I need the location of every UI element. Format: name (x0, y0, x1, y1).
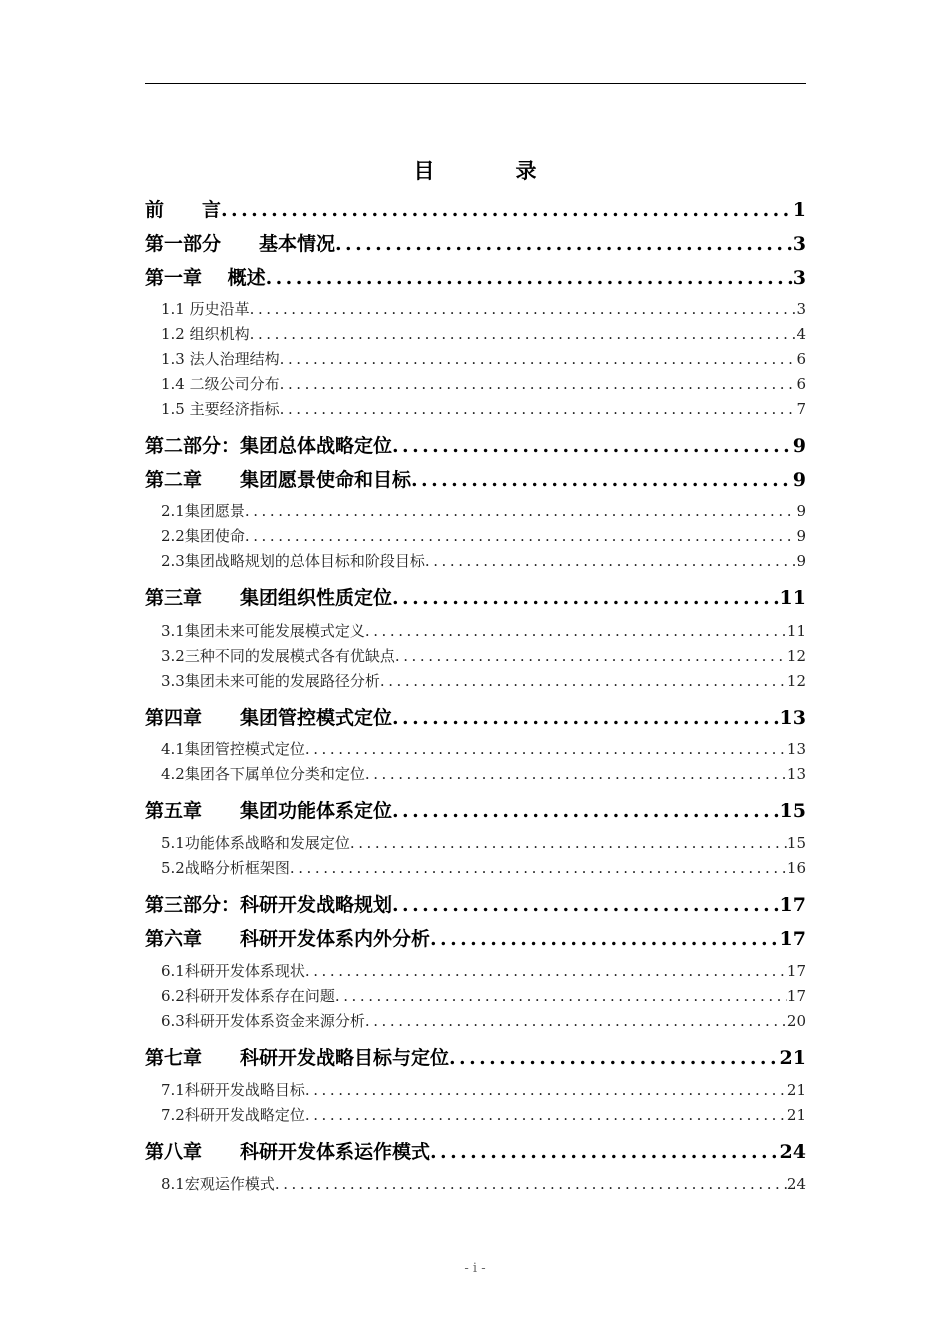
toc-leader-dots (392, 584, 780, 612)
toc-section-entry[interactable] (161, 985, 806, 1007)
toc-leader-dots (305, 738, 787, 760)
toc-chapter-entry[interactable] (145, 264, 806, 292)
toc-leader-dots (425, 550, 797, 572)
toc-section-entry[interactable] (161, 738, 806, 760)
toc-chapter-entry[interactable] (145, 925, 806, 953)
toc-section-entry[interactable] (161, 857, 806, 879)
toc-section-entry[interactable] (161, 373, 806, 395)
toc-leader-dots (266, 264, 793, 292)
toc-entry-label: 第六章 科研开发体系内外分析 (145, 928, 431, 950)
toc-entry-page: 12 (786, 672, 806, 690)
toc-entry-page: 21 (786, 1081, 806, 1099)
toc-leader-dots (280, 348, 797, 370)
toc-entry-label: 3.2三种不同的发展模式各有优缺点 (161, 647, 395, 665)
toc-entry-page: 24 (786, 1175, 806, 1193)
toc-chapter-entry[interactable] (145, 584, 806, 612)
toc-entry-label: 5.2战略分析框架图 (161, 859, 290, 877)
toc-entry-page: 13 (786, 740, 806, 758)
toc-entry-label: 第三章 集团组织性质定位 (145, 587, 393, 609)
toc-entry-label: 4.2集团各下属单位分类和定位 (161, 765, 365, 783)
toc-leader-dots (430, 1138, 780, 1166)
toc-entry-label: 第三部分：科研开发战略规划 (145, 894, 393, 916)
toc-section-entry[interactable] (161, 500, 806, 522)
toc-entry-label: 2.3集团战略规划的总体目标和阶段目标 (161, 552, 425, 570)
toc-entry-label: 第二部分：集团总体战略定位 (145, 435, 393, 457)
toc-leader-dots (221, 196, 793, 224)
page-number-footer: - i - (464, 1261, 486, 1276)
toc-entry-page: 21 (779, 1047, 806, 1069)
toc-entry-page: 17 (779, 894, 806, 916)
toc-entry-page: 17 (786, 962, 806, 980)
toc-entry-label: 7.2科研开发战略定位 (161, 1106, 305, 1124)
toc-title: 目 录 (413, 158, 567, 183)
toc-section-entry[interactable] (161, 1079, 806, 1101)
toc-entry-label: 1.3 法人治理结构 (161, 350, 280, 368)
toc-section-entry[interactable] (161, 298, 806, 320)
toc-entry-page: 9 (796, 527, 806, 545)
toc-entry-page: 9 (796, 502, 806, 520)
toc-entry-page: 21 (786, 1106, 806, 1124)
toc-entry-page: 11 (786, 622, 806, 640)
toc-entry-page: 6 (796, 375, 806, 393)
toc-chapter-entry[interactable] (145, 230, 806, 258)
toc-entry-page: 13 (779, 707, 806, 729)
toc-leader-dots (392, 891, 780, 919)
toc-entry-label: 第一部分 基本情况 (145, 233, 336, 255)
toc-section-entry[interactable] (161, 1104, 806, 1126)
toc-chapter-entry[interactable] (145, 1138, 806, 1166)
toc-entry-label: 前 言 (145, 199, 222, 221)
toc-entry-page: 16 (786, 859, 806, 877)
toc-leader-dots (305, 1079, 787, 1101)
toc-entry-page: 9 (792, 435, 806, 457)
toc-leader-dots (245, 500, 797, 522)
toc-leader-dots (275, 1173, 787, 1195)
toc-section-entry[interactable] (161, 348, 806, 370)
toc-entry-label: 5.1功能体系战略和发展定位 (161, 834, 350, 852)
toc-entry-label: 第一章 概述 (145, 267, 266, 289)
toc-leader-dots (335, 985, 787, 1007)
toc-section-entry[interactable] (161, 763, 806, 785)
toc-entry-label: 3.3集团未来可能的发展路径分析 (161, 672, 380, 690)
toc-leader-dots (392, 704, 780, 732)
toc-entry-label: 第五章 集团功能体系定位 (145, 800, 393, 822)
toc-section-entry[interactable] (161, 832, 806, 854)
toc-leader-dots (280, 373, 797, 395)
toc-entry-label: 1.5 主要经济指标 (161, 400, 280, 418)
toc-chapter-entry[interactable] (145, 196, 806, 224)
toc-entry-label: 6.1科研开发体系现状 (161, 962, 305, 980)
toc-chapter-entry[interactable] (145, 466, 806, 494)
toc-leader-dots (305, 1104, 787, 1126)
toc-chapter-entry[interactable] (145, 797, 806, 825)
toc-entry-page: 7 (796, 400, 806, 418)
toc-entry-label: 第七章 科研开发战略目标与定位 (145, 1047, 450, 1069)
toc-entry-label: 1.2 组织机构 (161, 325, 250, 343)
toc-leader-dots (280, 398, 797, 420)
toc-chapter-entry[interactable] (145, 1044, 806, 1072)
toc-entry-label: 第二章 集团愿景使命和目标 (145, 469, 412, 491)
toc-section-entry[interactable] (161, 323, 806, 345)
toc-entry-page: 12 (786, 647, 806, 665)
toc-leader-dots (250, 298, 797, 320)
toc-entry-page: 6 (796, 350, 806, 368)
toc-leader-dots (245, 525, 797, 547)
toc-entry-page: 3 (792, 233, 806, 255)
toc-entry-label: 6.2科研开发体系存在问题 (161, 987, 335, 1005)
toc-entry-page: 24 (779, 1141, 806, 1163)
toc-entry-label: 2.2集团使命 (161, 527, 245, 545)
toc-section-entry[interactable] (161, 525, 806, 547)
toc-section-entry[interactable] (161, 645, 806, 667)
toc-entry-page: 17 (779, 928, 806, 950)
toc-section-entry[interactable] (161, 1173, 806, 1195)
toc-entry-page: 3 (796, 300, 806, 318)
toc-entry-label: 1.4 二级公司分布 (161, 375, 280, 393)
toc-entry-label: 6.3科研开发体系资金来源分析 (161, 1012, 365, 1030)
toc-entry-page: 3 (792, 267, 806, 289)
toc-leader-dots (380, 670, 787, 692)
toc-chapter-entry[interactable] (145, 432, 806, 460)
toc-entry-page: 11 (779, 587, 806, 609)
toc-leader-dots (449, 1044, 780, 1072)
toc-section-entry[interactable] (161, 398, 806, 420)
toc-entry-label: 7.1科研开发战略目标 (161, 1081, 305, 1099)
toc-leader-dots (430, 925, 780, 953)
toc-leader-dots (290, 857, 787, 879)
toc-leader-dots (250, 323, 797, 345)
toc-leader-dots (365, 620, 787, 642)
toc-entry-label: 第四章 集团管控模式定位 (145, 707, 393, 729)
toc-leader-dots (350, 832, 787, 854)
toc-leader-dots (305, 960, 787, 982)
toc-entry-page: 20 (786, 1012, 806, 1030)
toc-entry-page: 13 (786, 765, 806, 783)
toc-leader-dots (411, 466, 793, 494)
toc-entry-label: 8.1宏观运作模式 (161, 1175, 275, 1193)
toc-chapter-entry[interactable] (145, 704, 806, 732)
toc-chapter-entry[interactable] (145, 891, 806, 919)
toc-entry-label: 3.1集团未来可能发展模式定义 (161, 622, 365, 640)
toc-leader-dots (392, 797, 780, 825)
toc-section-entry[interactable] (161, 1010, 806, 1032)
toc-entry-page: 4 (796, 325, 806, 343)
toc-leader-dots (335, 230, 793, 258)
toc-leader-dots (392, 432, 793, 460)
toc-section-entry[interactable] (161, 670, 806, 692)
toc-entry-label: 第八章 科研开发体系运作模式 (145, 1141, 431, 1163)
toc-entry-label: 4.1集团管控模式定位 (161, 740, 305, 758)
toc-entry-page: 1 (792, 199, 806, 221)
toc-entry-label: 2.1集团愿景 (161, 502, 245, 520)
toc-leader-dots (365, 1010, 787, 1032)
toc-entry-page: 15 (779, 800, 806, 822)
toc-entry-page: 9 (796, 552, 806, 570)
toc-section-entry[interactable] (161, 550, 806, 572)
toc-section-entry[interactable] (161, 960, 806, 982)
toc-entry-page: 15 (786, 834, 806, 852)
toc-leader-dots (365, 763, 787, 785)
toc-entry-page: 9 (792, 469, 806, 491)
toc-entry-page: 17 (786, 987, 806, 1005)
toc-section-entry[interactable] (161, 620, 806, 642)
toc-leader-dots (395, 645, 787, 667)
toc-entry-label: 1.1 历史沿革 (161, 300, 250, 318)
